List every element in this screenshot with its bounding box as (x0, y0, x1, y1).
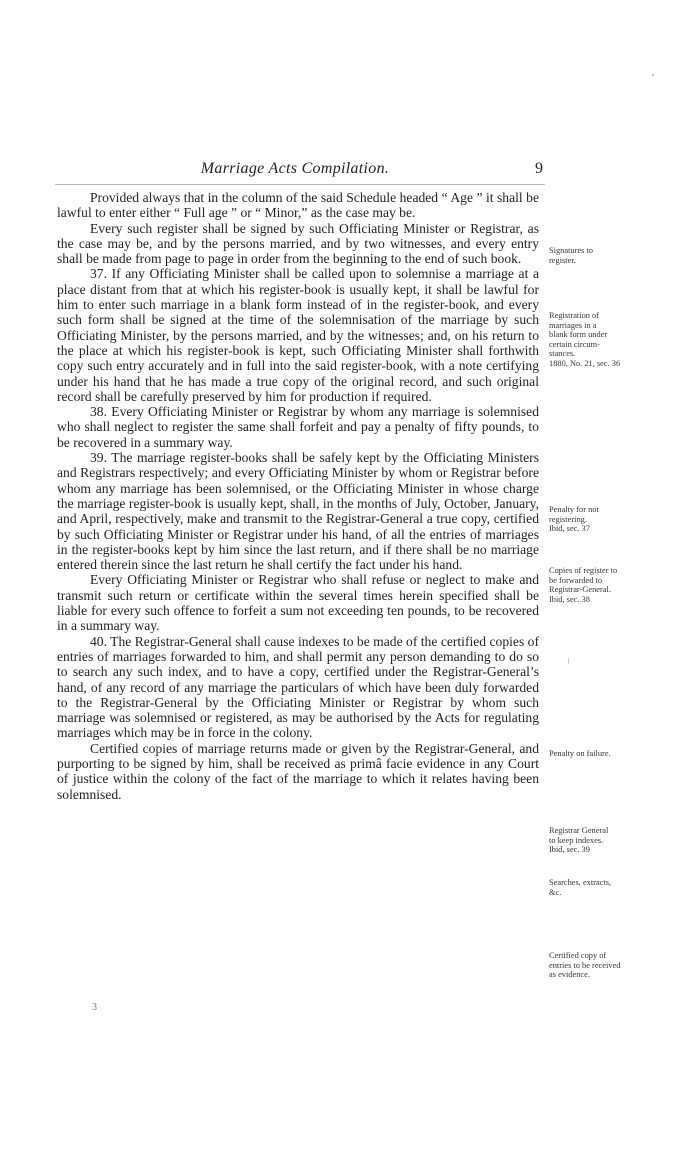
margin-note-line: to keep indexes. (549, 835, 604, 845)
margin-note-line: stances. (549, 349, 576, 359)
margin-note-line: Copies of register to (549, 566, 618, 575)
margin-note-copies-register (549, 566, 689, 604)
margin-note-line: Ibid, sec. 39 (549, 845, 590, 855)
margin-note-line: register. (549, 255, 576, 265)
margin-note-line: Registrar-General. (549, 585, 611, 595)
margin-note-line: Ibid, sec. 38 (549, 594, 590, 604)
paragraph-section-38: 38. Every Officiating Minister or Registrar by whom any marriage is solemnised who shall neglect to register the same shall forfeit and pay a penalty of fifty pounds, to be recovered in a summary way. (57, 404, 539, 450)
margin-note-certified-copy (549, 951, 689, 980)
paragraph-certified-copies: Certified copies of marriage returns made or given by the Registrar-General, and purporting to be signed by him, shall be received as primâ facie evidence in any Court of justice within the colony of the fact of the marriage to which it relates having been solemnised. (57, 740, 539, 802)
margin-note-line: Searches, extracts, (549, 878, 612, 887)
paper-speck (568, 658, 569, 664)
page-header (55, 160, 543, 182)
margin-note-line: blank form under (549, 330, 608, 340)
margin-note-line: Penalty on failure. (549, 749, 611, 758)
paragraph-section-37: 37. If any Officiating Minister shall be called upon to solemnise a marriage at a place distant from that at which his register-book is usually kept, it shall be lawful for him to enter such marriage in a blank form instead of in the register-book, and every such form shall be signed at the time of the solemnisation of the marriage by such Officiating Minister, by the persons married, and by the witnesses; and, on his return to the place at which his register-book is kept, such Officiating Minister shall forthwith copy such entry accurately and in full into the said register-book, with a note certifying under his hand that he has made a true copy of the original record, and such original record shall be carefully preserved by him for production if required. (57, 266, 539, 404)
margin-note-line: entries to be received (549, 960, 621, 970)
margin-note-line: Registration of (549, 311, 600, 320)
margin-note-line: 1880, No. 21, sec. 36 (549, 358, 621, 368)
paper-speck (652, 74, 654, 76)
running-title: Marriage Acts Compilation. (200, 160, 390, 177)
margin-note-line: registering. (549, 514, 587, 524)
margin-note-line: Registrar General (549, 826, 609, 835)
page-number: 9 (535, 160, 543, 177)
paragraph-section-40: 40. The Registrar-General shall cause indexes to be made of the certified copies of entries of marriages forwarded to him, and shall permit any person demanding to do so to search any such index, and to have a copy, certified under the Registrar-General’s hand, of any record of any marriage the particulars of which have been duly forwarded to the Registrar-General by the Officiating Minister or Registrar by whom such marriage was solemnised or registered, as may be authorised by the Acts for regulating marriages which may be in force in the colony. (57, 633, 539, 741)
body-text (57, 190, 539, 802)
paragraph-proviso: Provided always that in the column of the said Schedule headed “ Age ” it shall be lawful to enter either “ Full age ” or “ Minor,” as the case may be. (57, 190, 539, 221)
margin-note-line: as evidence. (549, 970, 590, 980)
margin-note-line: be forwarded to (549, 575, 603, 585)
margin-note-line: Ibid, sec. 37 (549, 524, 590, 534)
margin-note-line: certain circum- (549, 339, 600, 349)
header-rule (55, 184, 545, 185)
margin-note-signatures (549, 246, 689, 265)
margin-note-penalty-failure (549, 749, 689, 759)
margin-note-penalty-not-registering (549, 505, 689, 534)
margin-note-line: marriages in a (549, 320, 597, 330)
margin-note-line: Signatures to (549, 246, 593, 255)
margin-note-line: Certified copy of (549, 951, 607, 960)
margin-note-registration (549, 311, 689, 369)
margin-note-searches (549, 878, 689, 897)
paragraph-section-39: 39. The marriage register-books shall be safely kept by the Officiating Ministers and Registrars respectively; and every Officiating Minister by whom or Registrar before whom any marriage has been solemnised, or the Officiating Minister in whose charge the marriage register-book is usually kept, shall, in the months of July, October, January, and April, respectively, make and transmit to the Registrar-General a true copy, certified by such Officiating Minister or Registrar under his hand, of all the entries of marriages in the register-books kept by him since the last return, and if there shall be no marriage entered therein since the last return he shall certify the fact under his hand. (57, 450, 539, 573)
signature-mark: 3 (92, 1002, 97, 1013)
margin-note-line: &c. (549, 887, 562, 897)
paragraph-signatures: Every such register shall be signed by such Officiating Minister or Registrar, as the case may be, and by the persons married, and by two witnesses, and every entry shall be made from page to page in order from the beginning to the end of such book. (57, 220, 539, 267)
margin-note-indexes (549, 826, 689, 855)
margin-note-line: Penalty for not (549, 505, 599, 514)
paragraph-penalty-failure: Every Officiating Minister or Registrar who shall refuse or neglect to make and transmit such return or certificate within the several times herein specified shall be liable for every such offence to forfeit a sum not exceeding ten pounds, to be recovered in a summary way. (57, 572, 539, 634)
